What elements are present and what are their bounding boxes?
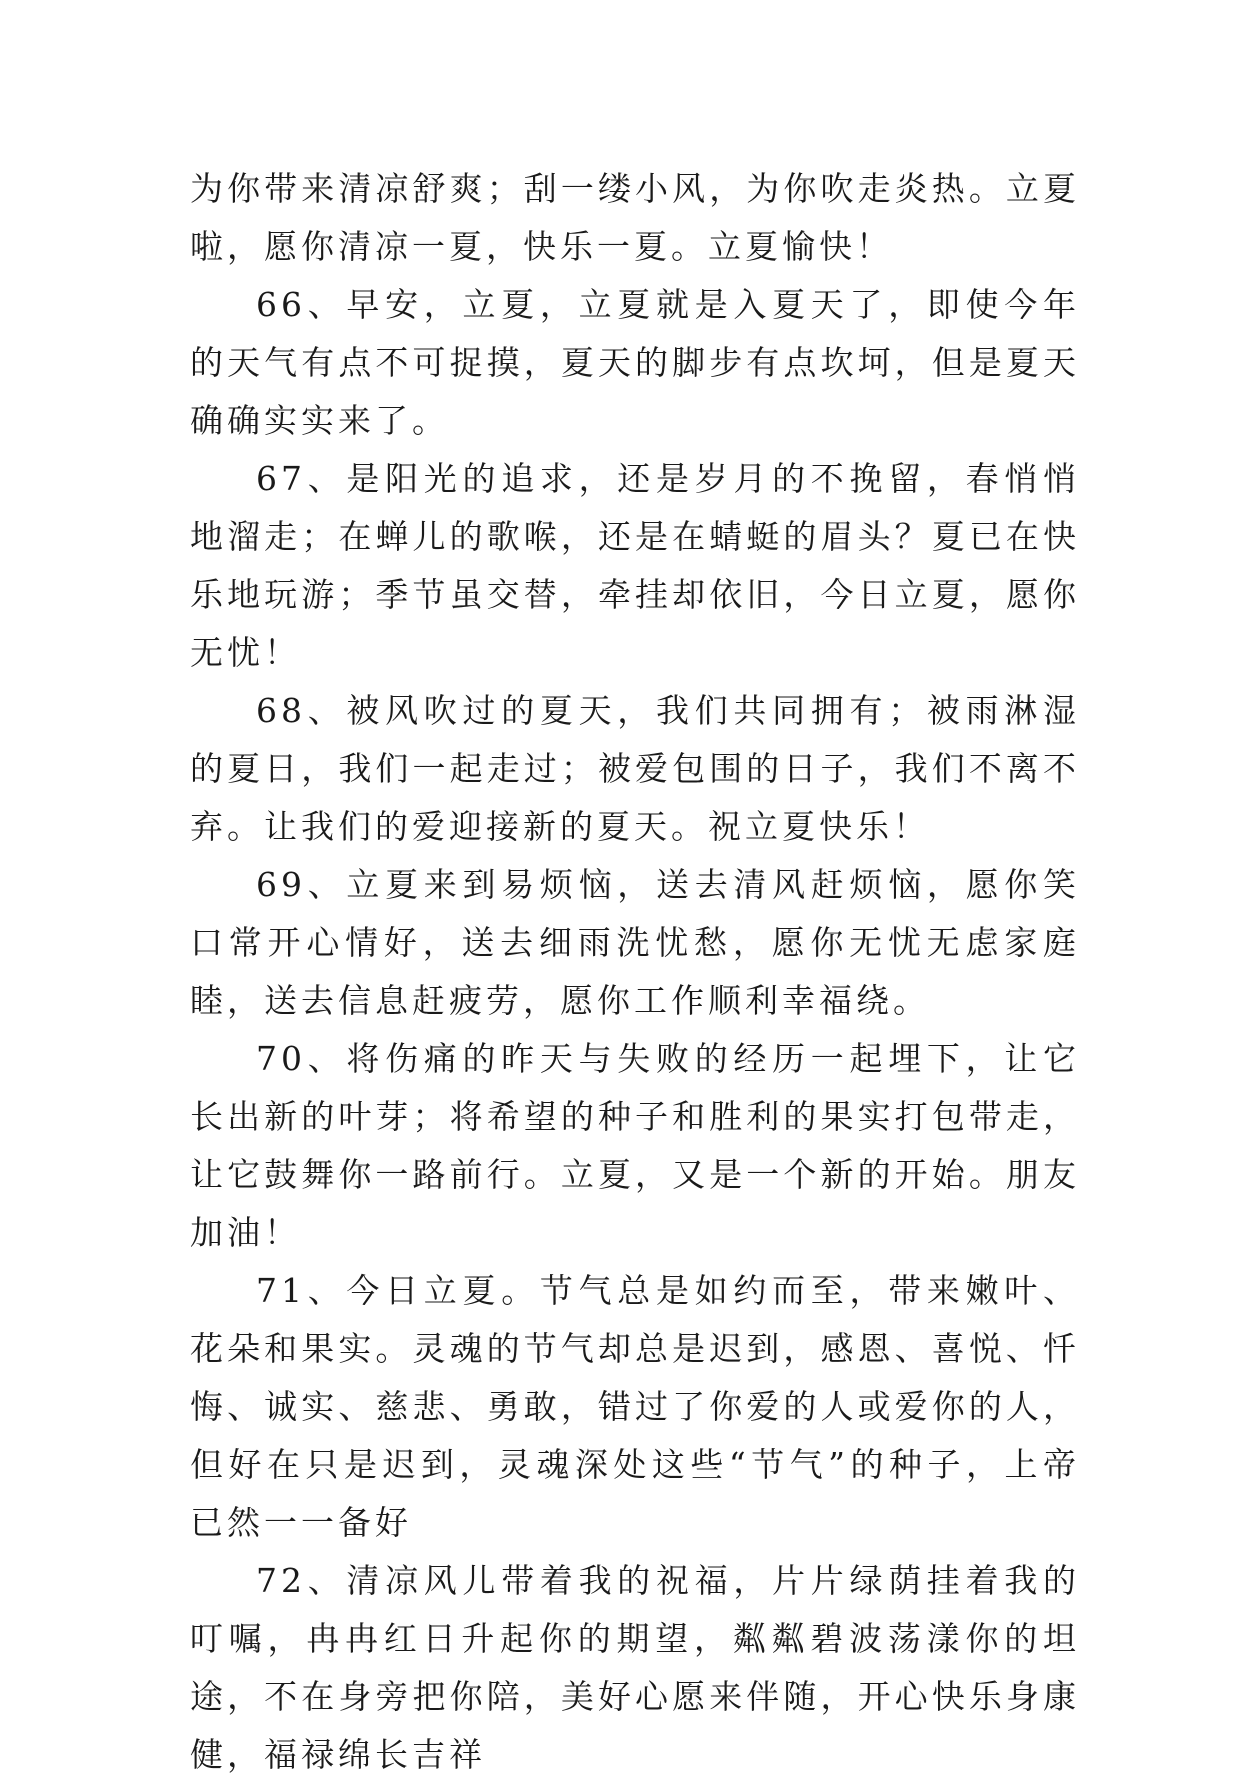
- paragraph-70: 70、将伤痛的昨天与失败的经历一起埋下，让它长出新的叶芽；将希望的种子和胜利的果实打包带走，让它鼓舞你一路前行。立夏，又是一个新的开始。朋友加油！: [190, 1039, 1080, 1252]
- paragraph-67: 67、是阳光的追求，还是岁月的不挽留，春悄悄地溜走；在蝉儿的歌喉，还是在蜻蜓的眉头？夏已在快乐地玩游；季节虽交替，牵挂却依旧，今日立夏，愿你无忧！: [190, 459, 1080, 672]
- document-body: [190, 160, 1080, 1784]
- paragraph-66: 66、早安，立夏，立夏就是入夏天了，即使今年的天气有点不可捉摸，夏天的脚步有点坎坷，但是夏天确确实实来了。: [190, 285, 1080, 440]
- paragraph-continued: 为你带来清凉舒爽；刮一缕小风，为你吹走炎热。立夏啦，愿你清凉一夏，快乐一夏。立夏愉快！: [190, 169, 1080, 266]
- paragraph-71: 71、今日立夏。节气总是如约而至，带来嫩叶、花朵和果实。灵魂的节气却总是迟到，感恩、喜悦、忏悔、诚实、慈悲、勇敢，错过了你爱的人或爱你的人，但好在只是迟到，灵魂深处这些“节气”的种子，上帝已然一一备好: [190, 1271, 1080, 1542]
- paragraph-72: 72、清凉风儿带着我的祝福，片片绿荫挂着我的叮嘱，冉冉红日升起你的期望，粼粼碧波荡漾你的坦途，不在身旁把你陪，美好心愿来伴随，开心快乐身康健，福禄绵长吉祥: [190, 1561, 1080, 1774]
- paragraph-68: 68、被风吹过的夏天，我们共同拥有；被雨淋湿的夏日，我们一起走过；被爱包围的日子，我们不离不弃。让我们的爱迎接新的夏天。祝立夏快乐！: [190, 691, 1080, 846]
- paragraph-69: 69、立夏来到易烦恼，送去清风赶烦恼，愿你笑口常开心情好，送去细雨洗忧愁，愿你无忧无虑家庭睦，送去信息赶疲劳，愿你工作顺利幸福绕。: [190, 865, 1080, 1020]
